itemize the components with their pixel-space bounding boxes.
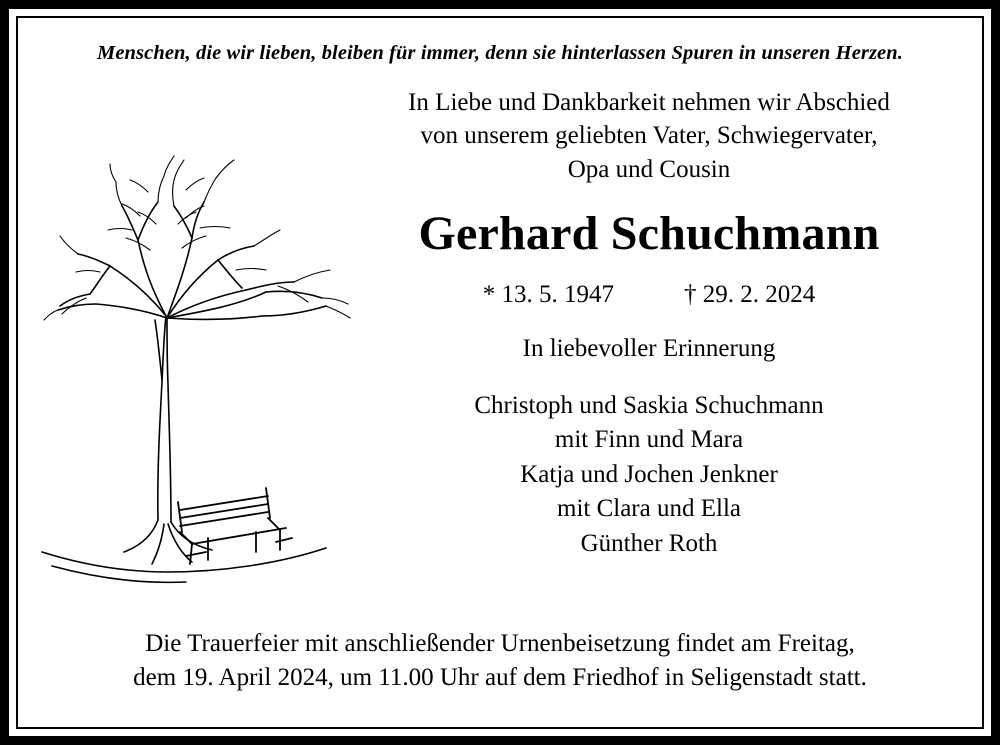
family-line-2: mit Finn und Mara xyxy=(554,426,744,454)
ceremony-details xyxy=(34,627,966,695)
family-line-3: Katja und Jochen Jenkner xyxy=(520,460,778,488)
ceremony-line-2: dem 19. April 2024, um 11.00 Uhr auf dem Friedhof in Seligenstadt statt. xyxy=(133,664,867,691)
card-content xyxy=(24,24,976,721)
family-line-5: Günther Roth xyxy=(580,529,718,557)
tree-and-bench-illustration xyxy=(40,120,360,590)
text-column xyxy=(324,86,974,561)
deceased-name: Gerhard Schuchmann xyxy=(418,206,880,260)
motto-text: Menschen, die wir lieben, bleiben für immer, denn sie hinterlassen Spuren in unseren Herzen. xyxy=(97,42,903,64)
death-date: † 29. 2. 2024 xyxy=(684,280,816,308)
birth-date: * 13. 5. 1947 xyxy=(482,280,614,308)
intro-line-3: Opa und Cousin xyxy=(567,155,731,183)
intro-block xyxy=(324,86,974,186)
intro-line-2: von unserem geliebten Vater, Schwiegervater, xyxy=(420,122,878,150)
ceremony-line-1: Die Trauerfeier mit anschließender Urnenbeisetzung findet am Freitag, xyxy=(145,630,855,657)
family-block xyxy=(324,389,974,562)
family-line-4: mit Clara und Ella xyxy=(557,495,741,523)
intro-line-1: In Liebe und Dankbarkeit nehmen wir Abschied xyxy=(408,89,890,116)
family-line-1: Christoph und Saskia Schuchmann xyxy=(474,391,824,419)
life-dates xyxy=(324,281,974,309)
memory-line: In liebevoller Erinnerung xyxy=(522,334,776,362)
